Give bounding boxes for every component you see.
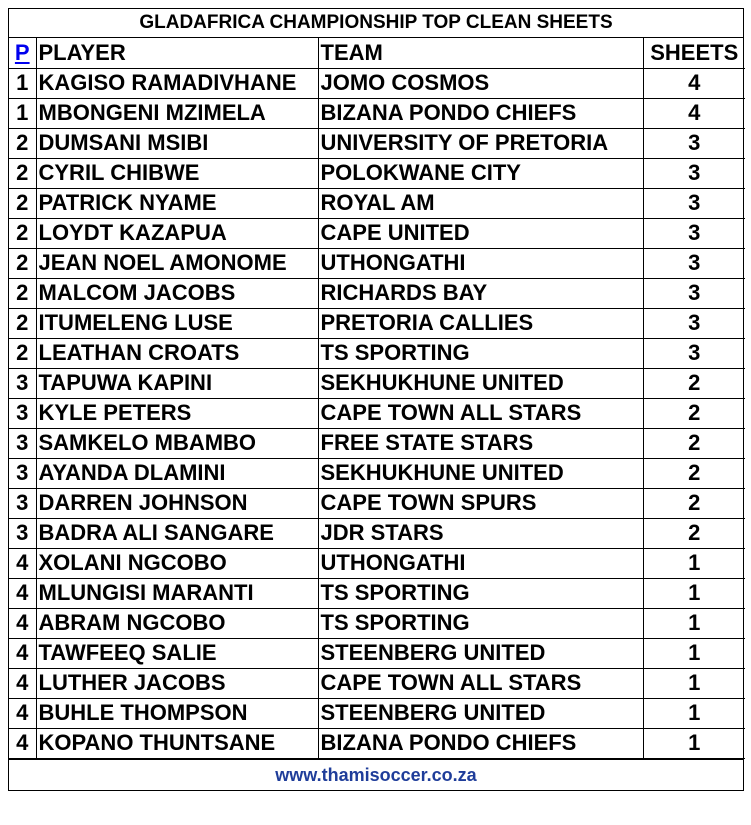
row-player: KAGISO RAMADIVHANE — [36, 68, 318, 98]
row-position: 4 — [9, 608, 36, 638]
header-position[interactable] — [9, 38, 36, 68]
row-position: 4 — [9, 698, 36, 728]
row-sheets: 3 — [643, 158, 745, 188]
row-position: 3 — [9, 488, 36, 518]
row-position: 3 — [9, 368, 36, 398]
row-player: LEATHAN CROATS — [36, 338, 318, 368]
row-sheets: 1 — [643, 668, 745, 698]
row-sheets: 1 — [643, 608, 745, 638]
table-row — [9, 218, 745, 248]
row-sheets: 1 — [643, 698, 745, 728]
row-sheets: 3 — [643, 218, 745, 248]
table-row — [9, 608, 745, 638]
table-row — [9, 68, 745, 98]
row-player: AYANDA DLAMINI — [36, 458, 318, 488]
row-sheets: 1 — [643, 578, 745, 608]
table-row — [9, 398, 745, 428]
row-player: JEAN NOEL AMONOME — [36, 248, 318, 278]
table-row — [9, 548, 745, 578]
header-sheets: SHEETS — [643, 38, 745, 68]
row-sheets: 2 — [643, 488, 745, 518]
table-row — [9, 698, 745, 728]
table-row — [9, 188, 745, 218]
row-team: BIZANA PONDO CHIEFS — [318, 98, 643, 128]
clean-sheets-table-container — [8, 8, 744, 791]
row-team: CAPE TOWN SPURS — [318, 488, 643, 518]
table-row — [9, 128, 745, 158]
row-team: STEENBERG UNITED — [318, 638, 643, 668]
row-position: 2 — [9, 128, 36, 158]
row-player: TAPUWA KAPINI — [36, 368, 318, 398]
row-position: 2 — [9, 248, 36, 278]
row-sheets: 2 — [643, 458, 745, 488]
row-player: DUMSANI MSIBI — [36, 128, 318, 158]
row-sheets: 2 — [643, 428, 745, 458]
row-sheets: 1 — [643, 638, 745, 668]
table-row — [9, 368, 745, 398]
row-player: MBONGENI MZIMELA — [36, 98, 318, 128]
row-sheets: 4 — [643, 68, 745, 98]
row-sheets: 1 — [643, 548, 745, 578]
row-sheets: 3 — [643, 188, 745, 218]
row-sheets: 3 — [643, 248, 745, 278]
row-player: MLUNGISI MARANTI — [36, 578, 318, 608]
row-position: 4 — [9, 668, 36, 698]
row-player: KOPANO THUNTSANE — [36, 728, 318, 758]
row-player: TAWFEEQ SALIE — [36, 638, 318, 668]
row-position: 3 — [9, 428, 36, 458]
row-position: 2 — [9, 218, 36, 248]
row-position: 1 — [9, 68, 36, 98]
row-team: JOMO COSMOS — [318, 68, 643, 98]
table-row — [9, 518, 745, 548]
row-team: UTHONGATHI — [318, 248, 643, 278]
website-footer: www.thamisoccer.co.za — [9, 759, 743, 790]
row-position: 1 — [9, 98, 36, 128]
table-row — [9, 458, 745, 488]
row-player: ABRAM NGCOBO — [36, 608, 318, 638]
row-position: 2 — [9, 158, 36, 188]
table-row — [9, 278, 745, 308]
row-player: XOLANI NGCOBO — [36, 548, 318, 578]
row-team: UTHONGATHI — [318, 548, 643, 578]
row-player: SAMKELO MBAMBO — [36, 428, 318, 458]
row-team: SEKHUKHUNE UNITED — [318, 458, 643, 488]
table-row — [9, 338, 745, 368]
table-row — [9, 578, 745, 608]
row-sheets: 3 — [643, 128, 745, 158]
clean-sheets-table — [9, 38, 745, 759]
row-team: TS SPORTING — [318, 578, 643, 608]
row-team: CAPE TOWN ALL STARS — [318, 668, 643, 698]
row-position: 4 — [9, 578, 36, 608]
row-player: DARREN JOHNSON — [36, 488, 318, 518]
row-sheets: 3 — [643, 308, 745, 338]
table-row — [9, 638, 745, 668]
table-row — [9, 668, 745, 698]
row-sheets: 4 — [643, 98, 745, 128]
row-position: 3 — [9, 398, 36, 428]
row-position: 2 — [9, 278, 36, 308]
row-team: PRETORIA CALLIES — [318, 308, 643, 338]
row-team: POLOKWANE CITY — [318, 158, 643, 188]
row-player: PATRICK NYAME — [36, 188, 318, 218]
row-sheets: 3 — [643, 338, 745, 368]
position-sort-link[interactable]: P — [14, 39, 30, 65]
table-header-row — [9, 38, 745, 68]
row-sheets: 2 — [643, 398, 745, 428]
row-team: STEENBERG UNITED — [318, 698, 643, 728]
row-team: UNIVERSITY OF PRETORIA — [318, 128, 643, 158]
row-player: MALCOM JACOBS — [36, 278, 318, 308]
row-position: 4 — [9, 728, 36, 758]
row-player: KYLE PETERS — [36, 398, 318, 428]
row-player: BUHLE THOMPSON — [36, 698, 318, 728]
row-position: 2 — [9, 338, 36, 368]
header-team: TEAM — [318, 38, 643, 68]
row-player: CYRIL CHIBWE — [36, 158, 318, 188]
table-row — [9, 158, 745, 188]
table-row — [9, 488, 745, 518]
row-position: 4 — [9, 548, 36, 578]
table-row — [9, 308, 745, 338]
header-player: PLAYER — [36, 38, 318, 68]
row-sheets: 1 — [643, 728, 745, 758]
row-team: CAPE TOWN ALL STARS — [318, 398, 643, 428]
row-position: 4 — [9, 638, 36, 668]
row-team: FREE STATE STARS — [318, 428, 643, 458]
row-team: TS SPORTING — [318, 608, 643, 638]
row-team: ROYAL AM — [318, 188, 643, 218]
table-row — [9, 98, 745, 128]
row-player: BADRA ALI SANGARE — [36, 518, 318, 548]
table-row — [9, 728, 745, 758]
row-position: 2 — [9, 308, 36, 338]
row-team: SEKHUKHUNE UNITED — [318, 368, 643, 398]
row-position: 3 — [9, 518, 36, 548]
row-team: BIZANA PONDO CHIEFS — [318, 728, 643, 758]
row-sheets: 2 — [643, 518, 745, 548]
table-row — [9, 428, 745, 458]
row-team: JDR STARS — [318, 518, 643, 548]
row-position: 3 — [9, 458, 36, 488]
row-sheets: 2 — [643, 368, 745, 398]
row-team: RICHARDS BAY — [318, 278, 643, 308]
row-player: LUTHER JACOBS — [36, 668, 318, 698]
row-player: LOYDT KAZAPUA — [36, 218, 318, 248]
row-team: TS SPORTING — [318, 338, 643, 368]
table-row — [9, 248, 745, 278]
table-title: GLADAFRICA CHAMPIONSHIP TOP CLEAN SHEETS — [9, 9, 743, 38]
row-player: ITUMELENG LUSE — [36, 308, 318, 338]
row-position: 2 — [9, 188, 36, 218]
row-team: CAPE UNITED — [318, 218, 643, 248]
row-sheets: 3 — [643, 278, 745, 308]
